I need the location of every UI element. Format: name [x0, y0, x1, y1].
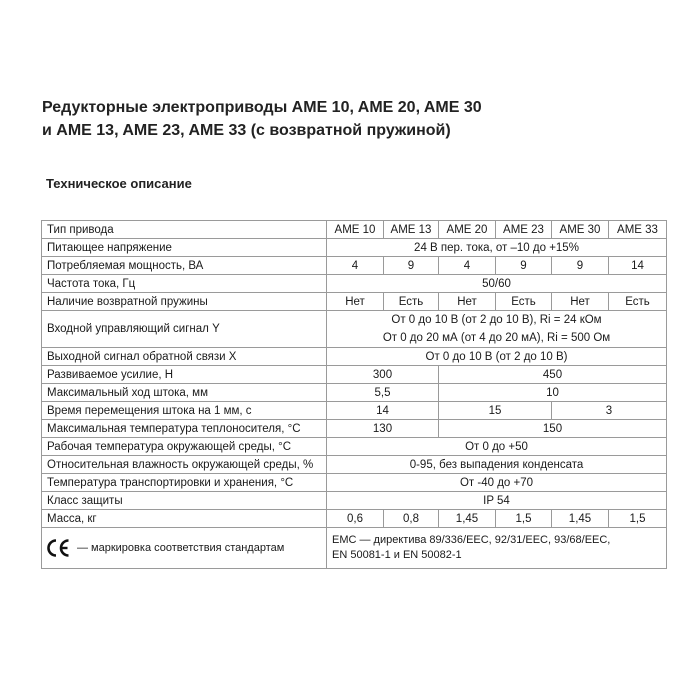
- table-row-stroke: [42, 384, 667, 402]
- cell-value: 14: [327, 402, 439, 420]
- cell-value: Есть: [609, 293, 667, 311]
- table-row-storage: [42, 474, 667, 492]
- spec-table: [41, 220, 667, 569]
- cell-value: Нет: [439, 293, 496, 311]
- cell-value: 3: [552, 402, 667, 420]
- row-label: Питающее напряжение: [42, 239, 327, 257]
- row-value: [327, 311, 667, 348]
- cell-value: 0,8: [384, 510, 439, 528]
- cell-value: 300: [327, 366, 439, 384]
- row-label: Максимальная температура теплоносителя, °С: [42, 420, 327, 438]
- cell-value: Нет: [552, 293, 609, 311]
- cell-value: Есть: [496, 293, 552, 311]
- model-header: AME 10: [327, 221, 384, 239]
- cell-value: 130: [327, 420, 439, 438]
- row-value: От 0 до 10 В (от 2 до 10 В): [327, 348, 667, 366]
- cell-value: 150: [439, 420, 667, 438]
- row-label: Класс защиты: [42, 492, 327, 510]
- row-value: От 0 до +50: [327, 438, 667, 456]
- row-label: Выходной сигнал обратной связи X: [42, 348, 327, 366]
- row-label: Относительная влажность окружающей среды, %: [42, 456, 327, 474]
- cell-value: 4: [327, 257, 384, 275]
- table-row-mass: [42, 510, 667, 528]
- table-row-force: [42, 366, 667, 384]
- row-value: 50/60: [327, 275, 667, 293]
- model-header: AME 33: [609, 221, 667, 239]
- cell-value: 5,5: [327, 384, 439, 402]
- cell-value: 15: [439, 402, 552, 420]
- table-row-power: [42, 257, 667, 275]
- title-line-2: и AME 13, AME 23, AME 33 (с возвратной пружиной): [42, 122, 451, 139]
- table-row-header: [42, 221, 667, 239]
- row-value-line: От 0 до 10 В (от 2 до 10 В), Ri = 24 кОм: [391, 314, 602, 326]
- title-line-1: Редукторные электроприводы AME 10, AME 20, AME 30: [42, 99, 482, 116]
- cell-value: 1,5: [609, 510, 667, 528]
- row-label: Температура транспортировки и хранения, °С: [42, 474, 327, 492]
- model-header: AME 23: [496, 221, 552, 239]
- row-label: Потребляемая мощность, ВА: [42, 257, 327, 275]
- cell-value: 10: [439, 384, 667, 402]
- cell-value: 14: [609, 257, 667, 275]
- section-subtitle: Техническое описание: [46, 176, 192, 191]
- cell-value: 4: [439, 257, 496, 275]
- table-row-spring: [42, 293, 667, 311]
- emc-line: EMC — директива 89/336/EEC, 92/31/EEC, 93/68/EEC,: [332, 534, 611, 546]
- cell-value: 450: [439, 366, 667, 384]
- cell-value: Есть: [384, 293, 439, 311]
- cell-value: 1,5: [496, 510, 552, 528]
- row-label: Частота тока, Гц: [42, 275, 327, 293]
- ce-cell: [42, 528, 327, 569]
- cell-value: Нет: [327, 293, 384, 311]
- row-value: 24 В пер. тока, от –10 до +15%: [327, 239, 667, 257]
- document-title: [42, 96, 662, 142]
- cell-value: 1,45: [439, 510, 496, 528]
- table-row-humidity: [42, 456, 667, 474]
- ce-mark-icon: [45, 538, 71, 558]
- cell-value: 1,45: [552, 510, 609, 528]
- model-header: AME 13: [384, 221, 439, 239]
- row-label: Время перемещения штока на 1 мм, с: [42, 402, 327, 420]
- row-value: От -40 до +70: [327, 474, 667, 492]
- table-row-frequency: [42, 275, 667, 293]
- cell-value: 9: [496, 257, 552, 275]
- table-row-protection: [42, 492, 667, 510]
- row-label: Наличие возвратной пружины: [42, 293, 327, 311]
- row-value-line: От 0 до 20 мА (от 4 до 20 мА), Ri = 500 Ом: [382, 332, 611, 344]
- cell-value: 0,6: [327, 510, 384, 528]
- table-row-input: [42, 311, 667, 348]
- model-header: AME 30: [552, 221, 609, 239]
- row-label: Рабочая температура окружающей среды, °С: [42, 438, 327, 456]
- table-row-emc: [42, 528, 667, 569]
- ce-caption: — маркировка соответствия стандартам: [77, 542, 285, 554]
- row-value: IP 54: [327, 492, 667, 510]
- table-row-time: [42, 402, 667, 420]
- table-row-maxtemp: [42, 420, 667, 438]
- cell-value: 9: [384, 257, 439, 275]
- row-label: Развиваемое усилие, Н: [42, 366, 327, 384]
- row-label: Масса, кг: [42, 510, 327, 528]
- model-header: AME 20: [439, 221, 496, 239]
- table-row-ambient: [42, 438, 667, 456]
- row-label: Максимальный ход штока, мм: [42, 384, 327, 402]
- row-value: 0-95, без выпадения конденсата: [327, 456, 667, 474]
- row-label: Входной управляющий сигнал Y: [42, 311, 327, 348]
- cell-value: 9: [552, 257, 609, 275]
- table-row-output: [42, 348, 667, 366]
- table-row-voltage: [42, 239, 667, 257]
- emc-line: EN 50081-1 и EN 50082-1: [332, 549, 462, 561]
- row-label: Тип привода: [42, 221, 327, 239]
- emc-directive: [327, 528, 667, 569]
